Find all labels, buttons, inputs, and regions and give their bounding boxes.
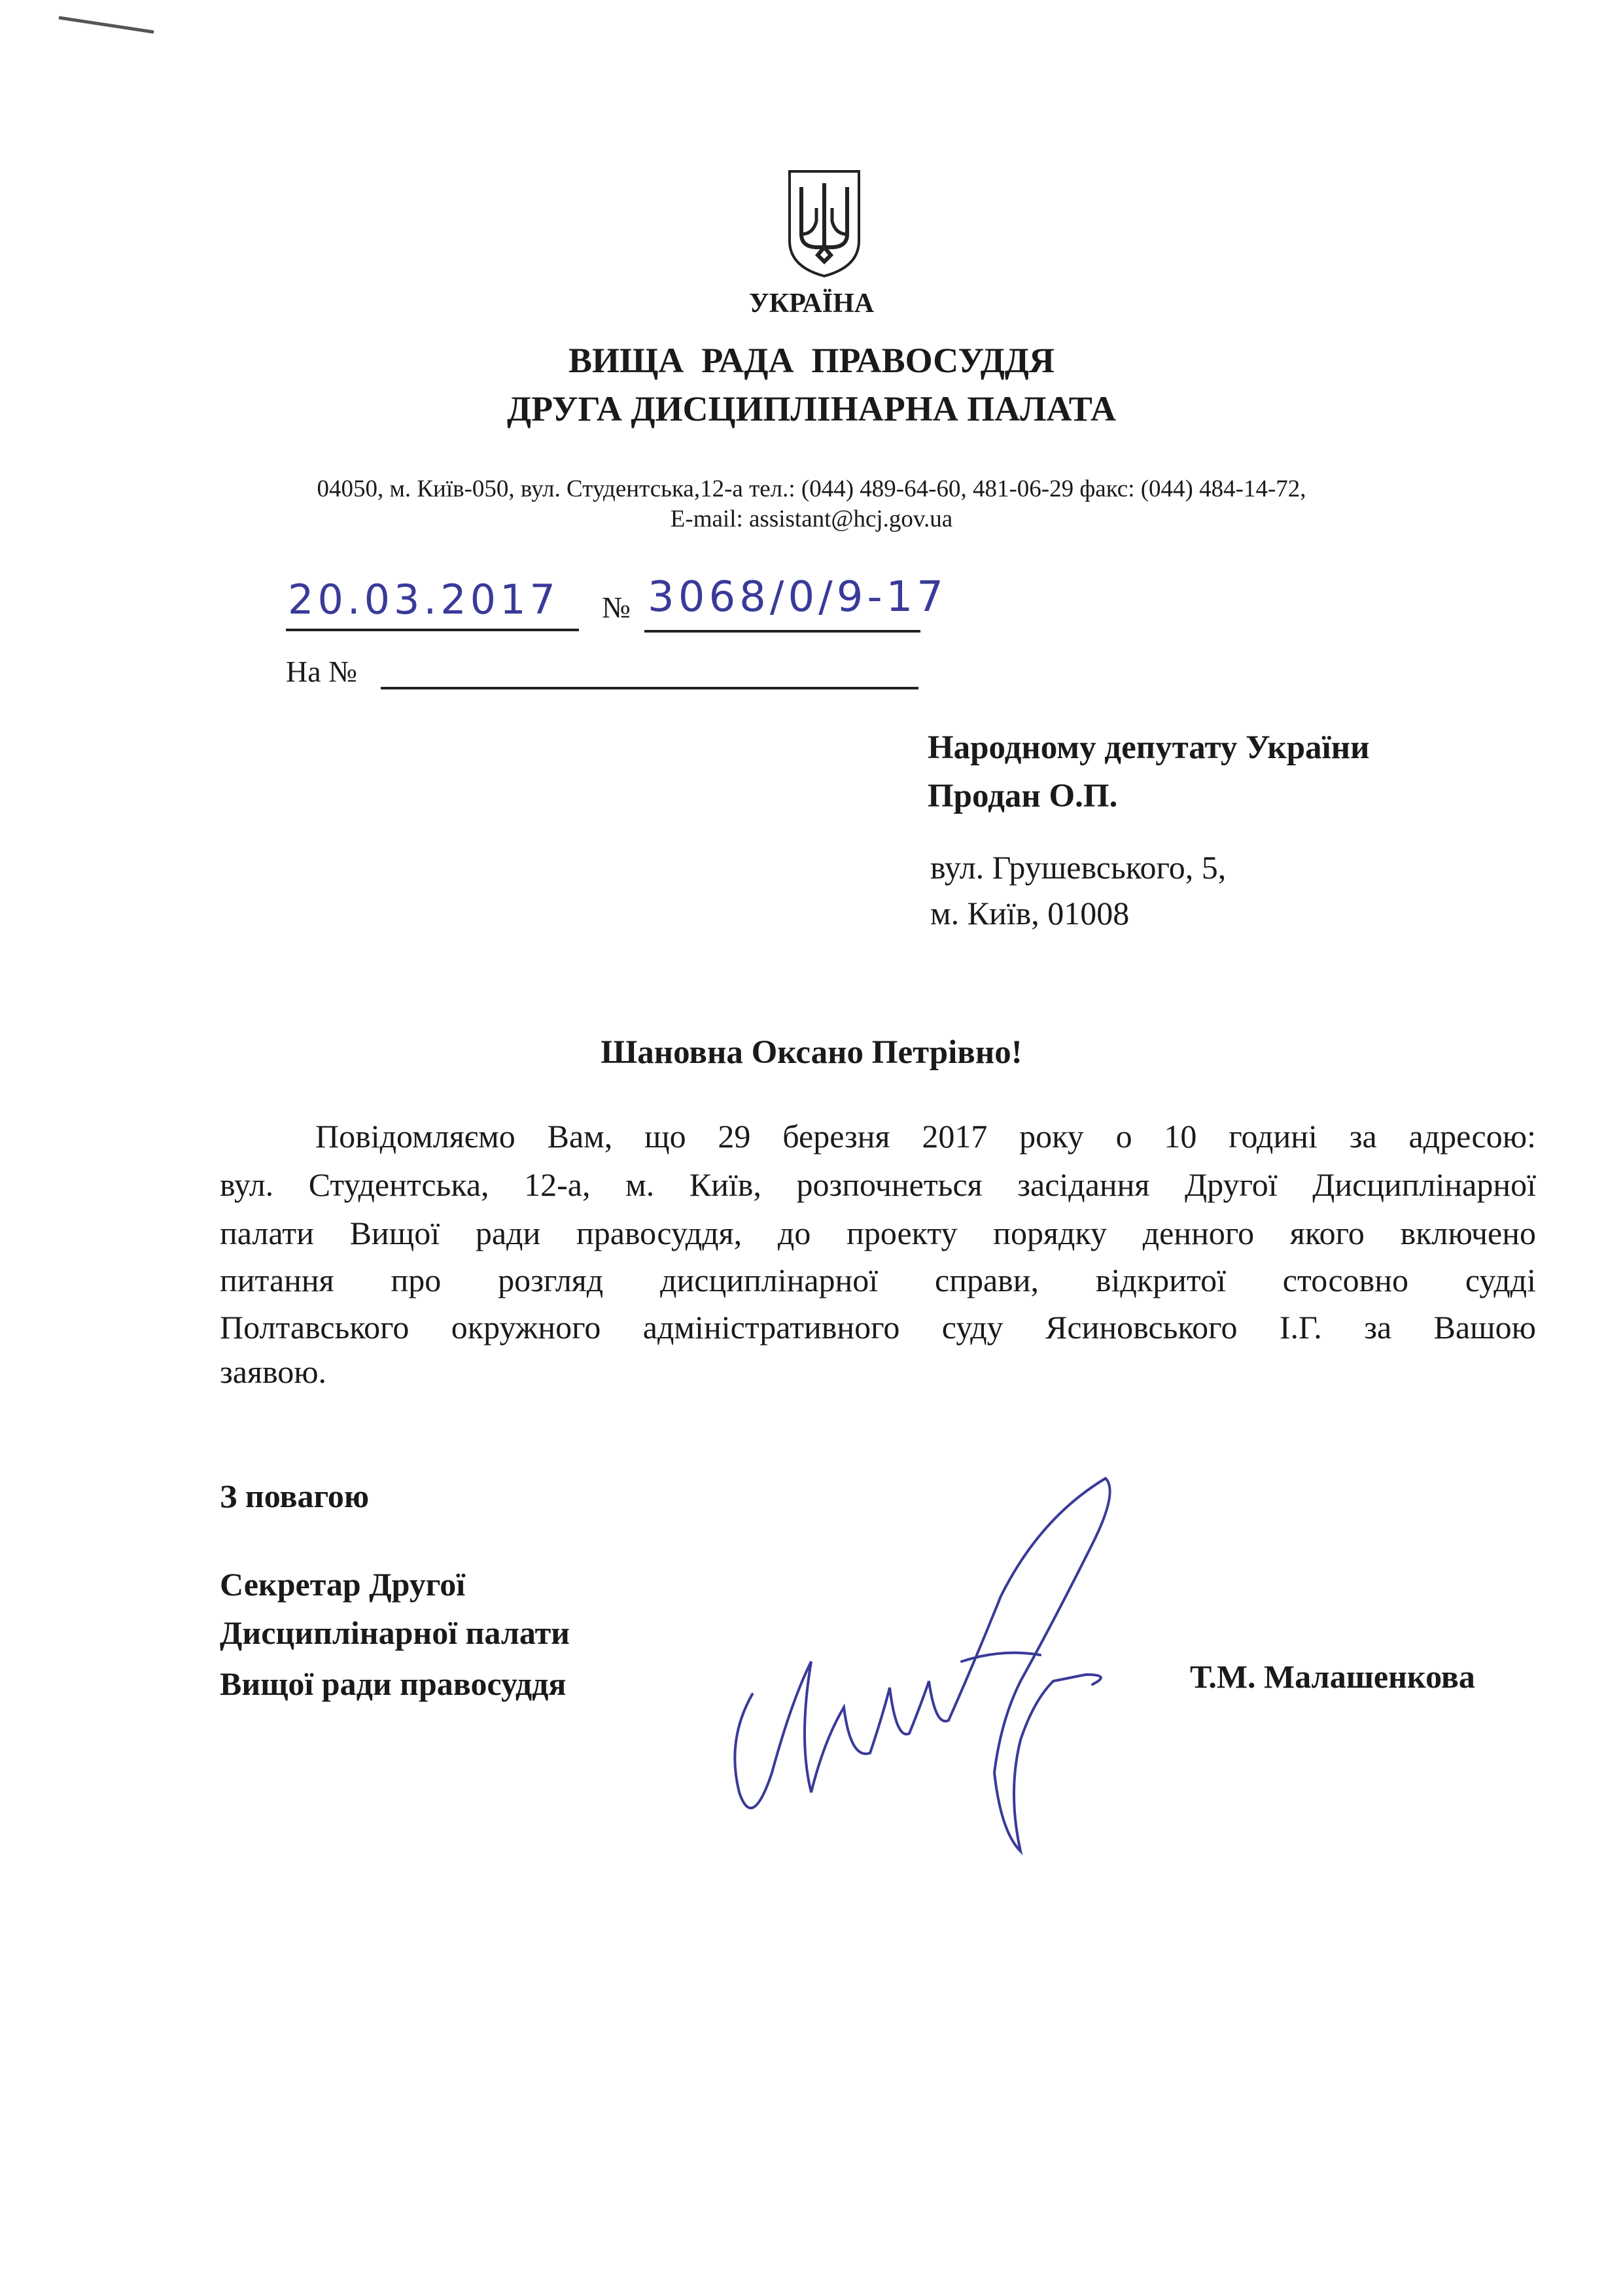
number-label: № <box>602 591 631 624</box>
scan-mark <box>52 13 164 39</box>
greeting: Шановна Оксано Петрівно! <box>601 1034 1022 1071</box>
reply-to-label: На № <box>286 655 358 688</box>
body-line: Повідомляємо Вам, що 29 березня 2017 року о 10 годині за адресою: <box>315 1118 1536 1155</box>
body-line: палати Вищої ради правосуддя, до проекту порядку денного якого включено <box>220 1215 1536 1251</box>
closing: З повагою <box>220 1478 370 1514</box>
body-line: питання про розгляд дисциплінарної справи, відкритої стосовно судді <box>220 1262 1536 1298</box>
trident-coat-of-arms-icon <box>787 169 862 279</box>
addressee-street: вул. Грушевського, 5, <box>930 849 1227 886</box>
addressee-name: Продан О.П. <box>928 778 1118 814</box>
signatory-name: Т.М. Малашенкова <box>1190 1658 1475 1695</box>
signatory-position-line1: Секретар Другої <box>220 1566 466 1603</box>
organization-name: ВИЩА РАДА ПРАВОСУДДЯ <box>568 341 1055 380</box>
signatory-position-line3: Вищої ради правосуддя <box>220 1665 567 1702</box>
handwritten-signature <box>713 1465 1138 1864</box>
addressee-title: Народному депутату України <box>928 729 1370 766</box>
body-line: вул. Студентська, 12-а, м. Київ, розпочнеться засідання Другої Дисциплінарної <box>220 1166 1536 1203</box>
contact-email: E-mail: assistant@hcj.gov.ua <box>670 506 953 532</box>
body-line: Полтавського окружного адміністративного суду Ясиновського І.Г. за Вашою <box>220 1309 1536 1346</box>
body-line: заявою. <box>220 1353 327 1390</box>
chamber-name: ДРУГА ДИСЦИПЛІНАРНА ПАЛАТА <box>506 389 1117 428</box>
outgoing-number: 3068/0/9-17 <box>648 573 947 621</box>
country-title: УКРАЇНА <box>748 288 875 319</box>
reply-to-underline <box>381 687 918 689</box>
date-underline <box>286 629 579 631</box>
signatory-position-line2: Дисциплінарної палати <box>220 1614 570 1651</box>
number-underline <box>644 630 920 633</box>
outgoing-date: 20.03.2017 <box>288 576 559 623</box>
contact-address: 04050, м. Київ-050, вул. Студентська,12-а тел.: (044) 489-64-60, 481-06-29 факс: (044) 484-14-72, <box>317 476 1306 502</box>
addressee-city: м. Київ, 01008 <box>930 895 1130 931</box>
